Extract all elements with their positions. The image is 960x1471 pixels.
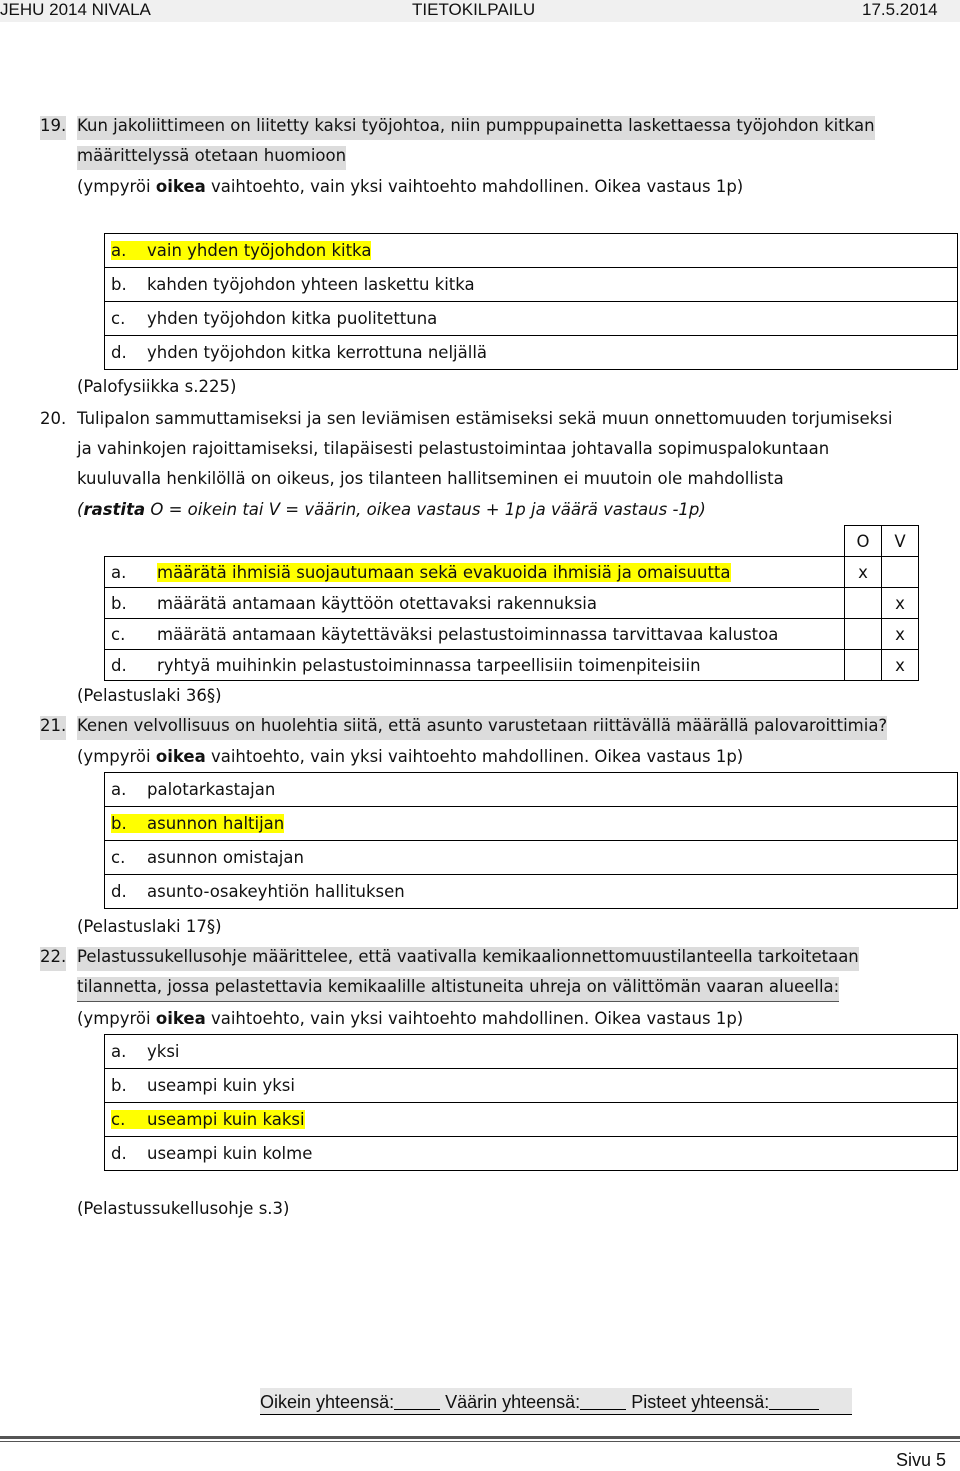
question-instructions: (rastita O = oikein tai V = väärin, oikea vastaus + 1p ja väärä vastaus -1p) (77, 500, 706, 519)
answer-options-21 (104, 772, 958, 909)
table-row: b. määrätä antamaan käyttöön otettavaksi rakennuksia x (105, 588, 919, 619)
answer-option[interactable]: b. asunnon haltijan (105, 807, 958, 841)
question-text-line2: tilannetta, jossa pelastettavia kemikaalille altistuneita uhreja on välittömän vaaran alueella: (77, 977, 839, 1002)
question-number: 19. (40, 116, 66, 140)
source-reference: (Pelastuslaki 17§) (77, 917, 222, 936)
question-number: 22. (40, 947, 66, 971)
checkbox-v[interactable]: x (882, 650, 919, 681)
question-number: 21. (40, 716, 66, 740)
source-reference: (Pelastussukellusohje s.3) (77, 1199, 290, 1218)
column-header-o: O (845, 526, 882, 557)
header-left: JEHU 2014 NIVALA (0, 0, 151, 19)
header-center: TIETOKILPAILU (412, 0, 536, 19)
checkbox-v[interactable] (882, 557, 919, 588)
question-instructions: (ympyröi oikea vaihtoehto, vain yksi vaihtoehto mahdollinen. Oikea vastaus 1p) (77, 1009, 744, 1028)
header-date: 17.5.2014 (862, 0, 938, 19)
score-summary (260, 1388, 852, 1415)
column-header-v: V (882, 526, 919, 557)
answer-option[interactable]: c. asunnon omistajan (105, 841, 958, 875)
table-row: a. määrätä ihmisiä suojautumaan sekä evakuoida ihmisiä ja omaisuutta x (105, 557, 919, 588)
question-text-line3: kuuluvalla henkilöllä on oikeus, jos tilanteen hallitseminen ei muutoin ole mahdollista (77, 469, 784, 488)
question-instructions: (ympyröi oikea vaihtoehto, vain yksi vaihtoehto mahdollinen. Oikea vastaus 1p) (77, 747, 744, 766)
table-row: c. määrätä antamaan käytettäväksi pelastustoiminnassa tarvittavaa kalustoa x (105, 619, 919, 650)
answer-option[interactable]: d. useampi kuin kolme (105, 1137, 958, 1171)
checkbox-o[interactable] (845, 588, 882, 619)
points-total-label: Pisteet yhteensä: (631, 1392, 770, 1412)
checkbox-o[interactable] (845, 619, 882, 650)
table-row: d. ryhtyä muihinkin pelastustoiminnassa tarpeellisiin toimenpiteisiin x (105, 650, 919, 681)
page-number: Sivu 5 (895, 1450, 946, 1470)
wrong-total-label: Väärin yhteensä: (445, 1392, 581, 1412)
question-number: 20. (40, 409, 67, 428)
question-text-line2: määrittelyssä otetaan huomioon (77, 146, 346, 170)
answer-option[interactable]: b. useampi kuin yksi (105, 1069, 958, 1103)
answer-option[interactable]: d. yhden työjohdon kitka kerrottuna neljällä (105, 336, 958, 370)
source-reference: (Pelastuslaki 36§) (77, 686, 222, 705)
answer-options-22 (104, 1034, 958, 1171)
wrong-total-field[interactable] (580, 1391, 626, 1410)
question-text-line1: Tulipalon sammuttamiseksi ja sen leviämisen estämiseksi sekä muun onnettomuuden torjumiseksi (77, 409, 893, 428)
checkbox-v[interactable]: x (882, 588, 919, 619)
correct-total-label: Oikein yhteensä: (260, 1392, 395, 1412)
answer-option[interactable]: c. yhden työjohdon kitka puolitettuna (105, 302, 958, 336)
answer-option[interactable]: b. kahden työjohdon yhteen laskettu kitka (105, 268, 958, 302)
points-total-field[interactable] (769, 1391, 819, 1410)
question-text-line1: Kenen velvollisuus on huolehtia siitä, että asunto varustetaan riittävällä määrällä palovaroittimia? (77, 716, 887, 740)
answer-option[interactable]: a. palotarkastajan (105, 773, 958, 807)
footer-divider (0, 1436, 960, 1439)
source-reference: (Palofysiikka s.225) (77, 377, 237, 396)
answer-option[interactable]: a. yksi (105, 1035, 958, 1069)
question-instructions: (ympyröi oikea vaihtoehto, vain yksi vaihtoehto mahdollinen. Oikea vastaus 1p) (77, 177, 744, 196)
checkbox-o[interactable] (845, 650, 882, 681)
answer-option[interactable]: a. vain yhden työjohdon kitka (105, 234, 958, 268)
true-false-table (104, 525, 919, 681)
question-text-line1: Kun jakoliittimeen on liitetty kaksi työjohtoa, niin pumppupainetta laskettaessa työjohdon kitkan (77, 116, 875, 140)
answer-option[interactable]: d. asunto-osakeyhtiön hallituksen (105, 875, 958, 909)
question-text-line2: ja vahinkojen rajoittamiseksi, tilapäisesti pelastustoimintaa johtavalla sopimuspalokuntaan (77, 439, 830, 458)
page-header (0, 0, 960, 22)
checkbox-o[interactable]: x (845, 557, 882, 588)
checkbox-v[interactable]: x (882, 619, 919, 650)
correct-total-field[interactable] (394, 1391, 440, 1410)
question-text-line1: Pelastussukellusohje määrittelee, että vaativalla kemikaalionnettomuustilanteella tarkoitetaan (77, 947, 859, 971)
answer-options-19 (104, 233, 958, 370)
answer-option[interactable]: c. useampi kuin kaksi (105, 1103, 958, 1137)
footer-divider-thin (0, 1441, 960, 1442)
